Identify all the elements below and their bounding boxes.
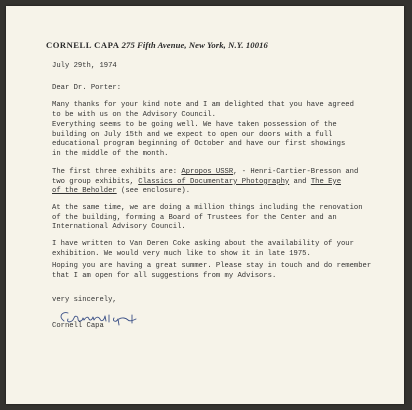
paragraph-6 [52, 262, 371, 281]
paragraph-1 [52, 101, 354, 120]
paragraph-line: International Advisory Council. [52, 223, 186, 232]
text-run: and [289, 177, 311, 186]
paragraph-5 [52, 240, 354, 259]
paragraph-line: to be with us on the Advisory Council. [52, 110, 216, 119]
exhibit-title-classics: Classics of Documentary Photography [138, 177, 290, 186]
paragraph-line: educational program beginning of October and have our first showings [52, 140, 346, 149]
exhibit-title-eye-part2: of the Beholder [52, 187, 117, 196]
letter-date: July 29th, 1974 [52, 62, 117, 70]
paragraph-line: building on July 15th and we expect to open our doors with a full [52, 130, 333, 139]
paragraph-line: I have written to Van Deren Coke asking about the availability of your [52, 240, 354, 248]
paragraph-line: that I am open for all suggestions from my Advisors. [52, 271, 277, 280]
paragraph-4 [52, 204, 363, 233]
letter-sheet [6, 6, 404, 404]
paragraph-line: of the building, forming a Board of Trustees for the Center and an [52, 213, 337, 222]
text-run: The first three exhibits are: [52, 168, 182, 176]
letterhead-name: CORNELL CAPA [46, 40, 120, 50]
signer-name: Cornell Capa [52, 322, 104, 330]
text-run: two group exhibits, [52, 177, 139, 186]
paragraph-line: Hoping you are having a great summer. Please stay in touch and do remember [52, 262, 372, 270]
paragraph-line [52, 168, 358, 178]
letterhead-address: 275 Fifth Avenue, New York, N.Y. 10016 [121, 40, 268, 50]
exhibit-title-eye-part1: The Eye [310, 177, 342, 186]
text-run: (see enclosure). [116, 187, 191, 196]
closing: very sincerely, [52, 296, 117, 304]
paragraph-line: Many thanks for your kind note and I am delighted that you have agreed [52, 101, 354, 109]
salutation: Dear Dr. Porter: [52, 84, 122, 92]
paragraph-line [52, 187, 358, 197]
paragraph-line: Everything seems to be going well. We have taken possession of the [52, 121, 337, 129]
paragraph-line: in the middle of the month. [52, 149, 169, 158]
paragraph-line: At the same time, we are doing a million things including the renovation [52, 204, 363, 212]
paragraph-line: exhibition. We would very much like to show it in late 1975. [52, 249, 311, 258]
paragraph-line [52, 178, 358, 188]
paragraph-2 [52, 121, 345, 159]
exhibit-title-apropos-ussr: Apropos USSR [181, 168, 234, 176]
letterhead [46, 40, 268, 50]
text-run: , - Henri-Cartier-Bresson and [233, 168, 359, 176]
paragraph-3 [52, 168, 358, 197]
